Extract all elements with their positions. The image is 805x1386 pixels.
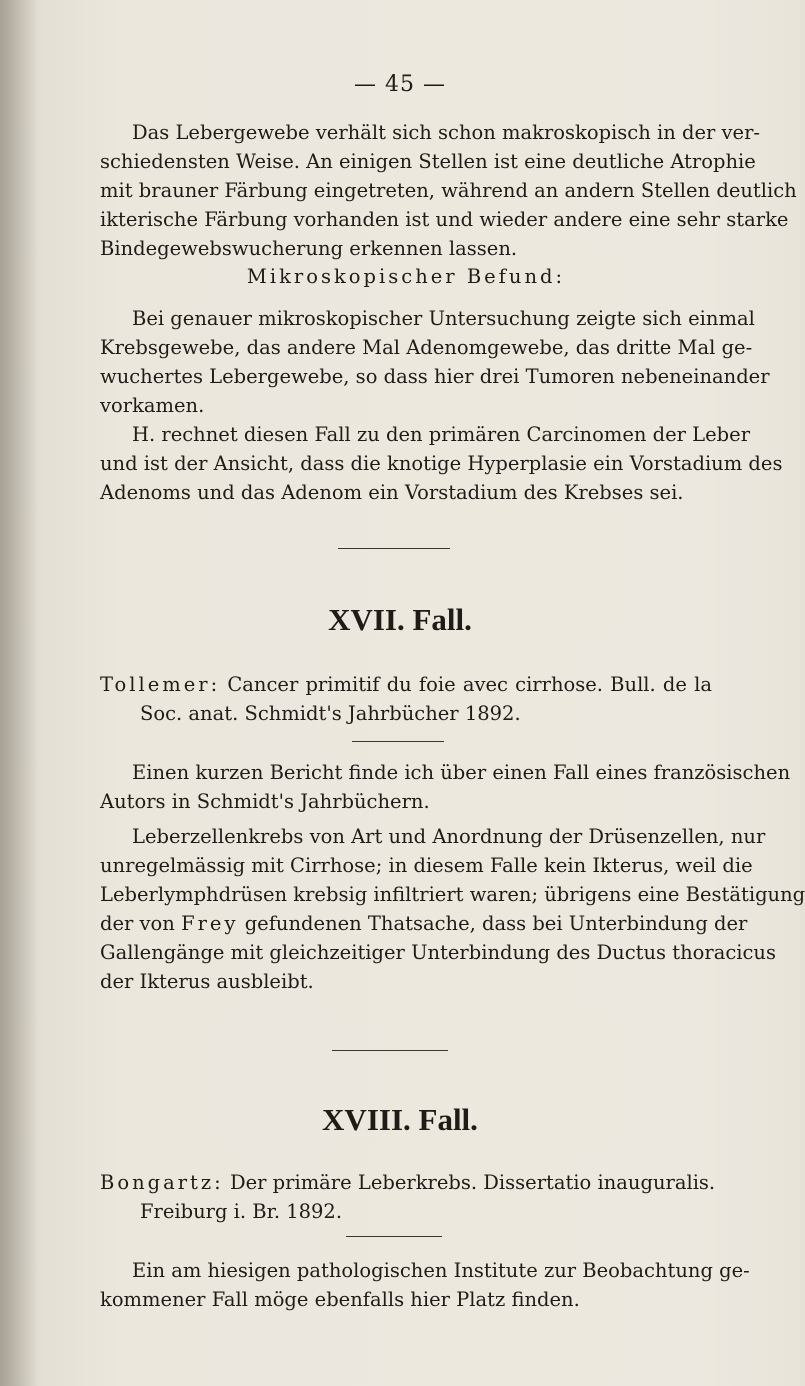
text-line: und ist der Ansicht, dass die knotige Hyperplasie ein Vorstadium des bbox=[100, 452, 783, 475]
text-line: Gallengänge mit gleichzeitiger Unterbindung des Ductus thoracicus bbox=[100, 941, 776, 964]
text-line: mit brauner Färbung eingetreten, während an andern Stellen deutlich bbox=[100, 179, 797, 202]
paragraph-liver-tissue bbox=[100, 118, 797, 263]
text-line: H. rechnet diesen Fall zu den primären Carcinomen der Leber bbox=[132, 423, 751, 446]
reference-author: Tollemer: bbox=[100, 673, 221, 696]
text-span: der von bbox=[100, 912, 175, 935]
text-line bbox=[100, 670, 712, 699]
text-line: wuchertes Lebergewebe, so dass hier drei Tumoren nebeneinander bbox=[100, 365, 770, 388]
text-line: Einen kurzen Bericht finde ich über einen Fall eines französischen bbox=[132, 761, 791, 784]
text-line: Leberlymphdrüsen krebsig infiltriert waren; übrigens eine Bestätigung bbox=[100, 883, 805, 906]
text-line: Krebsgewebe, das andere Mal Adenomgewebe, das dritte Mal ge- bbox=[100, 336, 753, 359]
case-17-reference bbox=[100, 670, 712, 728]
page-number: — 45 — bbox=[354, 72, 446, 97]
text-line: Soc. anat. Schmidt's Jahrbücher 1892. bbox=[140, 702, 521, 725]
divider-rule bbox=[332, 1050, 448, 1051]
text-span: gefundenen Thatsache, dass bei Unterbindung der bbox=[244, 912, 748, 935]
text-line: Bei genauer mikroskopischer Untersuchung zeigte sich einmal bbox=[132, 307, 755, 330]
text-line: Bindegewebswucherung erkennen lassen. bbox=[100, 237, 518, 260]
text-line: Leberzellenkrebs von Art und Anordnung der Drüsenzellen, nur bbox=[132, 825, 766, 848]
person-name: Frey bbox=[181, 912, 239, 935]
text-line: ikterische Färbung vorhanden ist und wieder andere eine sehr starke bbox=[100, 208, 789, 231]
text-line: schiedensten Weise. An einigen Stellen ist eine deutliche Atrophie bbox=[100, 150, 756, 173]
text-line bbox=[100, 909, 748, 938]
text-line: Ein am hiesigen pathologischen Institute zur Beobachtung ge- bbox=[132, 1259, 750, 1282]
text-line: vorkamen. bbox=[100, 394, 205, 417]
divider-rule bbox=[346, 1236, 442, 1237]
case-17-paragraph-findings bbox=[100, 822, 805, 996]
text-line: Autors in Schmidt's Jahrbüchern. bbox=[100, 790, 430, 813]
case-17-paragraph-intro bbox=[100, 758, 791, 816]
reference-author: Bongartz: bbox=[100, 1171, 224, 1194]
text-line: unregelmässig mit Cirrhose; in diesem Falle kein Ikterus, weil die bbox=[100, 854, 753, 877]
divider-rule bbox=[352, 741, 444, 742]
divider-rule bbox=[338, 548, 450, 549]
section-heading-text: Mikroskopischer Befund: bbox=[246, 265, 566, 288]
binding-shadow bbox=[0, 0, 38, 1386]
case-18-reference bbox=[100, 1168, 716, 1226]
text-line: Das Lebergewebe verhält sich schon makroskopisch in der ver- bbox=[132, 121, 760, 144]
text-line: Adenoms und das Adenom ein Vorstadium des Krebses sei. bbox=[100, 481, 684, 504]
paragraph-classification bbox=[100, 420, 783, 507]
paragraph-microscopic-findings bbox=[100, 304, 770, 420]
section-heading-microscopic bbox=[100, 262, 712, 291]
case-18-paragraph bbox=[100, 1256, 750, 1314]
text-line: der Ikterus ausbleibt. bbox=[100, 970, 314, 993]
case-17-heading: XVII. Fall. bbox=[328, 602, 472, 637]
text-line: Freiburg i. Br. 1892. bbox=[140, 1200, 343, 1223]
reference-title: Der primäre Leberkrebs. Dissertatio inauguralis. bbox=[229, 1171, 716, 1194]
case-18-heading: XVIII. Fall. bbox=[322, 1102, 478, 1137]
text-line bbox=[100, 1168, 716, 1197]
reference-title: Cancer primitif du foie avec cirrhose. Bull. de la bbox=[227, 673, 713, 696]
text-line: kommener Fall möge ebenfalls hier Platz finden. bbox=[100, 1288, 580, 1311]
